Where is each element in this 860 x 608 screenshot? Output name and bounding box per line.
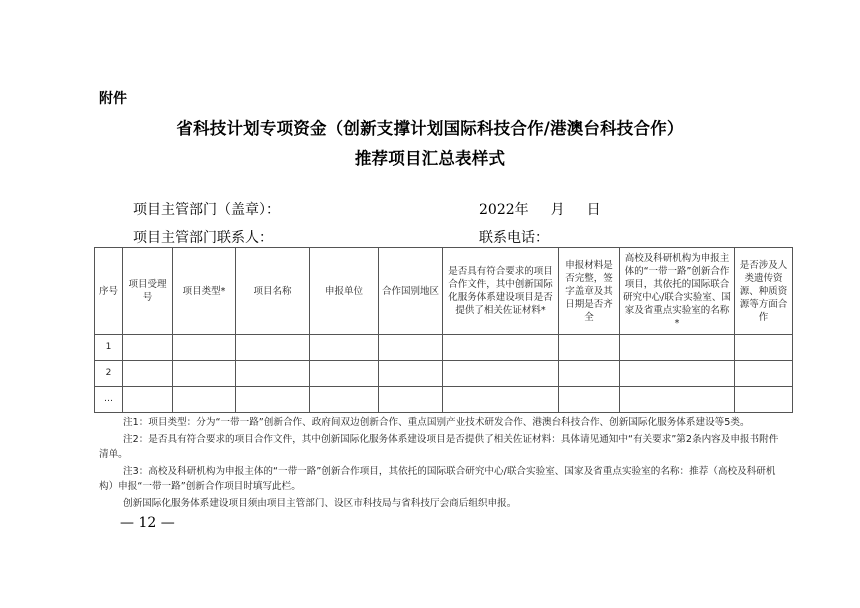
table-cell xyxy=(236,361,310,387)
table-cell xyxy=(123,361,173,387)
table-row xyxy=(95,387,793,413)
header-partner-region: 合作国别地区 xyxy=(379,248,443,335)
date-year: 2022年 xyxy=(479,202,529,218)
note-2: 注2：是否具有符合要求的项目合作文件，其中创新国际化服务体系建设项目是否提供了相关佐证材料：具体请见通知中“有关要求”第2条内容及申报书附件清单。 xyxy=(99,434,779,460)
table-cell xyxy=(379,361,443,387)
table-cell xyxy=(236,387,310,413)
table-cell xyxy=(173,387,236,413)
table-cell xyxy=(443,387,559,413)
document-title: 省科技计划专项资金（创新支撑计划国际科技合作/港澳台科技合作） xyxy=(176,119,684,138)
table-cell xyxy=(173,361,236,387)
table-cell xyxy=(620,361,735,387)
summary-table xyxy=(94,247,793,413)
header-applicant: 申报单位 xyxy=(310,248,379,335)
table-header-row xyxy=(95,248,793,335)
header-project-type: 项目类型* xyxy=(173,248,236,335)
table-cell xyxy=(735,387,793,413)
header-genetic-resources: 是否涉及人类遗传资源、种质资源等方面合作 xyxy=(735,248,793,335)
note-3: 注3：高校及科研机构为申报主体的“一带一路”创新合作项目，其依托的国际联合研究中心/联合实验室、国家及省重点实验室的名称：推荐（高校及科研机构）申报“一带一路”创新合作项目时填写此栏。 xyxy=(99,466,776,492)
table-cell xyxy=(443,361,559,387)
table-cell xyxy=(620,335,735,361)
header-research-center: 高校及科研机构为申报主体的“一带一路”创新合作项目，其依托的国际联合研究中心/联合实验室、国家及省重点实验室的名称* xyxy=(620,248,735,335)
table-row xyxy=(95,361,793,387)
row-index: … xyxy=(95,387,123,413)
document-subtitle: 推荐项目汇总表样式 xyxy=(354,149,506,168)
header-project-name: 项目名称 xyxy=(236,248,310,335)
header-cooperation-docs: 是否具有符合要求的项目合作文件，其中创新国际化服务体系建设项目是否提供了相关佐证材料* xyxy=(443,248,559,335)
table-cell xyxy=(443,335,559,361)
table-cell xyxy=(236,335,310,361)
table-cell xyxy=(123,387,173,413)
header-acceptance-no: 项目受理号 xyxy=(123,248,173,335)
note-4: 创新国际化服务体系建设项目须由项目主管部门、设区市科技局与省科技厅会商后组织申报。 xyxy=(123,498,517,509)
dept-contact-label: 项目主管部门联系人： xyxy=(133,230,273,246)
table-cell xyxy=(559,361,620,387)
attachment-label: 附件 xyxy=(99,91,127,107)
table-row xyxy=(95,335,793,361)
table-cell xyxy=(620,387,735,413)
table-cell xyxy=(310,387,379,413)
table-cell xyxy=(379,387,443,413)
table-cell xyxy=(735,361,793,387)
table-cell xyxy=(310,361,379,387)
table-cell xyxy=(173,335,236,361)
date-month: 月 xyxy=(550,202,565,218)
table-cell xyxy=(379,335,443,361)
header-materials-complete: 申报材料是否完整，签字盖章及其日期是否齐全 xyxy=(559,248,620,335)
dept-seal-label: 项目主管部门（盖章）： xyxy=(133,202,280,218)
date-line xyxy=(479,199,601,219)
phone-label: 联系电话： xyxy=(479,230,549,246)
page-number: — 12 — xyxy=(120,515,175,531)
table-cell xyxy=(559,335,620,361)
date-day: 日 xyxy=(586,202,601,218)
notes-section xyxy=(99,415,779,513)
table-cell xyxy=(735,335,793,361)
row-index: 2 xyxy=(95,361,123,387)
table-cell xyxy=(310,335,379,361)
row-index: 1 xyxy=(95,335,123,361)
table-cell xyxy=(123,335,173,361)
table-cell xyxy=(559,387,620,413)
note-1: 注1：项目类型：分为“一带一路”创新合作、政府间双边创新合作、重点国别产业技术研发合作、港澳台科技合作、创新国际化服务体系建设等5类。 xyxy=(123,417,750,428)
header-index: 序号 xyxy=(95,248,123,335)
